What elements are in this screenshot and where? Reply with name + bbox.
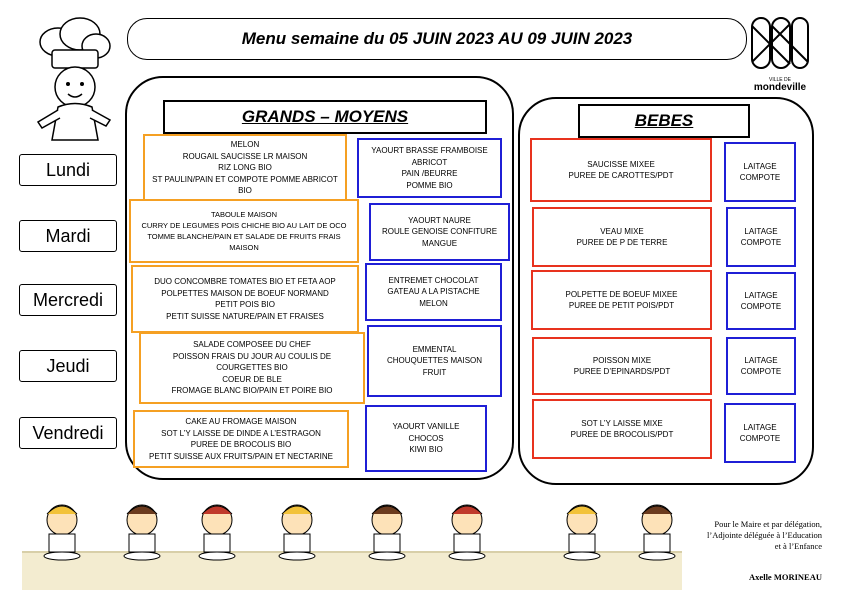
menu-item: COMPOTE [740, 367, 782, 376]
menu-item: ROUGAIL SAUCISSE LR MAISON [182, 151, 308, 161]
mardi-main-menu [129, 199, 359, 263]
jeudi-dessert-menu [367, 325, 502, 397]
menu-item: MELON [419, 298, 448, 308]
day-jeudi: Jeudi [19, 350, 117, 382]
menu-item: LAITAGE [744, 226, 778, 236]
mercredi-bebe-main [531, 270, 712, 330]
mondeville-logo [748, 16, 812, 92]
menu-item: PUREE DE P DE TERRE [576, 238, 668, 247]
menu-item: CHOCOS [408, 433, 444, 443]
menu-item: FROMAGE BLANC BIO/PAIN ET POIRE BIO [171, 386, 333, 396]
bebes-header: BEBES [578, 104, 750, 138]
menu-item: YAOURT BRASSE FRAMBOISE [371, 146, 488, 155]
menu-item: POLPETTE DE BOEUF MIXEE [565, 289, 678, 299]
menu-item: DUO CONCOMBRE TOMATES BIO ET FETA AOP [154, 277, 336, 286]
vendredi-dessert-menu [365, 405, 487, 472]
menu-item: VEAU MIXE [600, 226, 644, 236]
jeudi-bebe-dessert [726, 337, 796, 395]
child-figure [124, 505, 160, 560]
menu-item: PETIT SUISSE AUX FRUITS/PAIN ET NECTARINE [149, 451, 333, 461]
menu-item: POLPETTES MAISON DE BOEUF NORMAND [161, 288, 329, 298]
menu-item: EMMENTAL [412, 344, 457, 354]
menu-item: PUREE DE CAROTTES/PDT [568, 171, 674, 180]
mercredi-main-menu [131, 265, 359, 333]
menu-item: YAOURT NAURE [408, 215, 471, 225]
menu-item: PUREE DE PETIT POIS/PDT [568, 301, 675, 310]
grands-header: GRANDS – MOYENS [163, 100, 487, 134]
menu-item: KIWI BIO [409, 445, 443, 455]
logo-mark-icon [748, 16, 812, 72]
menu-item: COMPOTE [740, 302, 782, 311]
child-figure [639, 505, 675, 560]
menu-item: POISSON FRAIS DU JOUR AU COULIS DE COURGETTES BIO [172, 351, 332, 373]
signature-name: Axelle MORINEAU [749, 572, 822, 582]
lundi-main-menu [143, 134, 347, 202]
day-mardi: Mardi [19, 220, 117, 252]
lundi-bebe-main [530, 138, 712, 202]
menu-item: PETIT POIS BIO [215, 300, 275, 309]
child-figure [279, 505, 315, 560]
child-figure [449, 505, 485, 560]
menu-item: PETIT SUISSE NATURE/PAIN ET FRAISES [166, 311, 324, 321]
menu-item: COMPOTE [740, 238, 782, 247]
menu-item: PAIN /BEURRE [401, 169, 458, 178]
child-figure [564, 505, 600, 560]
signature-line: et à l’Enfance [774, 541, 822, 551]
menu-item: COEUR DE BLE [222, 374, 282, 384]
menu-item: COMPOTE [739, 434, 781, 443]
menu-item: SAUCISSE MIXEE [587, 159, 655, 169]
menu-item: LAITAGE [743, 161, 777, 171]
menu-item: LAITAGE [743, 422, 777, 432]
menu-item: PUREE DE BROCOLIS/PDT [570, 430, 674, 439]
child-figure [199, 505, 235, 560]
day-vendredi: Vendredi [19, 417, 117, 449]
menu-item: MELON [230, 140, 260, 150]
lundi-dessert-menu [357, 138, 502, 198]
page-title: Menu semaine du 05 JUIN 2023 AU 09 JUIN 2023 [127, 18, 747, 60]
jeudi-bebe-main [532, 337, 712, 395]
menu-item: TOMME BLANCHE/PAIN ET SALADE DE FRUITS FRAIS MAISON [147, 232, 341, 252]
jeudi-main-menu [139, 332, 365, 404]
menu-item: COMPOTE [739, 173, 781, 182]
signature-line: l’Adjointe déléguée à l’Education [707, 530, 822, 540]
menu-item: CHOUQUETTES MAISON [386, 356, 483, 366]
menu-item: POISSON MIXE [592, 355, 652, 365]
day-mercredi: Mercredi [19, 284, 117, 316]
mercredi-bebe-dessert [726, 272, 796, 330]
chef-illustration [28, 12, 118, 147]
child-figure [369, 505, 405, 560]
menu-item: YAOURT VANILLE [392, 422, 460, 432]
menu-item: CURRY DE LEGUMES POIS CHICHE BIO AU LAIT DE OCO [141, 221, 347, 230]
mardi-bebe-dessert [726, 207, 796, 267]
vendredi-bebe-dessert [724, 403, 796, 463]
menu-item: ST PAULIN/PAIN ET COMPOTE POMME ABRICOT BIO [152, 174, 338, 196]
menu-item: ROULE GENOISE CONFITURE [381, 227, 498, 237]
menu-item: SALADE COMPOSEE DU CHEF [193, 340, 311, 350]
mardi-bebe-main [532, 207, 712, 267]
lundi-bebe-dessert [724, 142, 796, 202]
menu-item: LAITAGE [744, 355, 778, 365]
mardi-dessert-menu [369, 203, 510, 261]
menu-item: CAKE AU FROMAGE MAISON [185, 417, 297, 426]
menu-item: GATEAU A LA PISTACHE [387, 287, 480, 297]
menu-item: SOT L’Y LAISSE DE DINDE A L’ESTRAGON [161, 428, 321, 438]
day-lundi: Lundi [19, 154, 117, 186]
menu-item: RIZ LONG BIO [218, 163, 272, 173]
menu-item: TABOULE MAISON [210, 210, 278, 219]
menu-item: ENTREMET CHOCOLAT [388, 275, 479, 285]
children-table-illustration [22, 490, 682, 590]
menu-item: MANGUE [421, 238, 458, 248]
vendredi-bebe-main [532, 399, 712, 459]
menu-item: ABRICOT [411, 157, 448, 167]
menu-item: PUREE D’EPINARDS/PDT [573, 367, 671, 376]
signature-line: Pour le Maire et par délégation, [714, 519, 822, 529]
logo-line1: VILLE DE [769, 77, 791, 83]
menu-item: POMME BIO [406, 180, 453, 190]
child-figure [44, 505, 80, 560]
menu-item: FRUIT [422, 367, 447, 377]
menu-item: SOT L’Y LAISSE MIXE [581, 418, 663, 428]
menu-item: LAITAGE [744, 290, 778, 300]
logo-line2: mondeville [753, 82, 807, 93]
mercredi-dessert-menu [365, 263, 502, 321]
vendredi-main-menu [133, 410, 349, 468]
signature-block [707, 519, 822, 552]
menu-item: PUREE DE BROCOLIS BIO [190, 440, 292, 449]
